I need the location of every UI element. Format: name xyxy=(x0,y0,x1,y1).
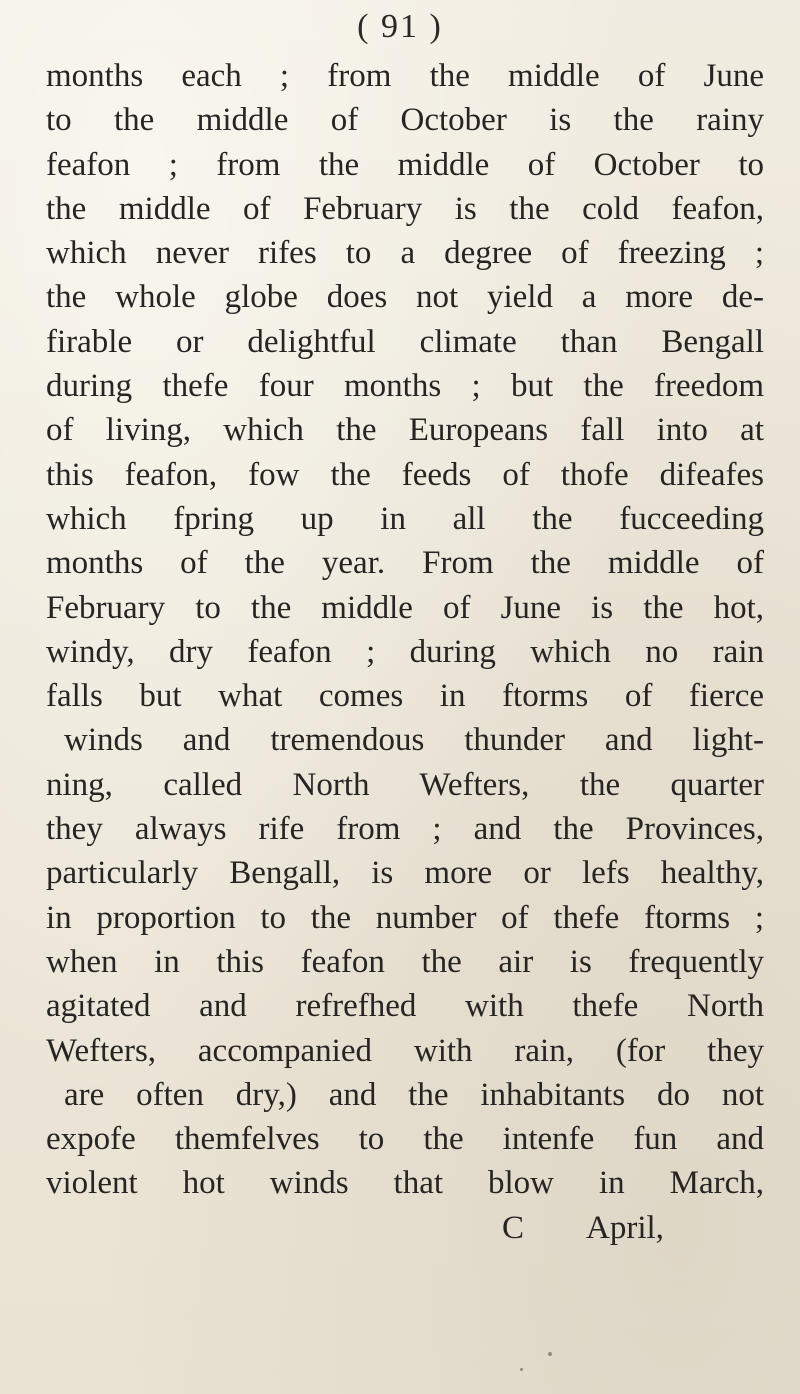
text-line: when in this feafon the air is frequently xyxy=(46,943,764,980)
text-line: in proportion to the number of thefe ftorms ; xyxy=(46,899,764,936)
text-line: violent hot winds that blow in March, xyxy=(46,1165,764,1202)
paper-speck xyxy=(548,1352,552,1356)
text-line: which fpring up in all the fucceeding xyxy=(46,500,764,537)
text-line: expofe themfelves to the intenfe fun and xyxy=(46,1121,764,1158)
text-line: the middle of February is the cold feafon, xyxy=(46,190,764,227)
text-line: February to the middle of June is the hot, xyxy=(46,589,764,626)
page-number: ( 91 ) xyxy=(357,8,443,45)
text-line: feafon ; from the middle of October to xyxy=(46,146,764,183)
text-line: Wefters, accompanied with rain, (for they xyxy=(46,1032,764,1069)
text-line: agitated and refrefhed with thefe North xyxy=(46,988,764,1025)
text-line: months of the year. From the middle of xyxy=(46,545,764,582)
catchword: April, xyxy=(586,1209,664,1246)
text-line: months each ; from the middle of June xyxy=(46,58,764,94)
text-line: are often dry,) and the inhabitants do not xyxy=(64,1076,764,1113)
text-line: winds and tremendous thunder and light- xyxy=(64,722,764,759)
text-line: the whole globe does not yield a more de- xyxy=(46,279,764,316)
text-line: firable or delightful climate than Bengall xyxy=(46,323,764,360)
text-line: to the middle of October is the rainy xyxy=(46,102,764,139)
text-line: they always rife from ; and the Provinces, xyxy=(46,811,764,848)
text-line: during thefe four months ; but the freedom xyxy=(46,368,764,405)
text-line: windy, dry feafon ; during which no rain xyxy=(46,633,764,670)
body-text xyxy=(46,54,764,1250)
text-line: this feafon, fow the feeds of thofe difeafes xyxy=(46,456,764,493)
text-line: falls but what comes in ftorms of fierce xyxy=(46,678,764,715)
text-line: ning, called North Wefters, the quarter xyxy=(46,766,764,803)
footer-line xyxy=(46,1206,764,1250)
signature-mark: C xyxy=(502,1209,525,1246)
text-line: which never rifes to a degree of freezing ; xyxy=(46,235,764,272)
text-line: particularly Bengall, is more or lefs healthy, xyxy=(46,855,764,892)
text-line: of living, which the Europeans fall into at xyxy=(46,412,764,449)
paper-speck xyxy=(520,1368,523,1371)
